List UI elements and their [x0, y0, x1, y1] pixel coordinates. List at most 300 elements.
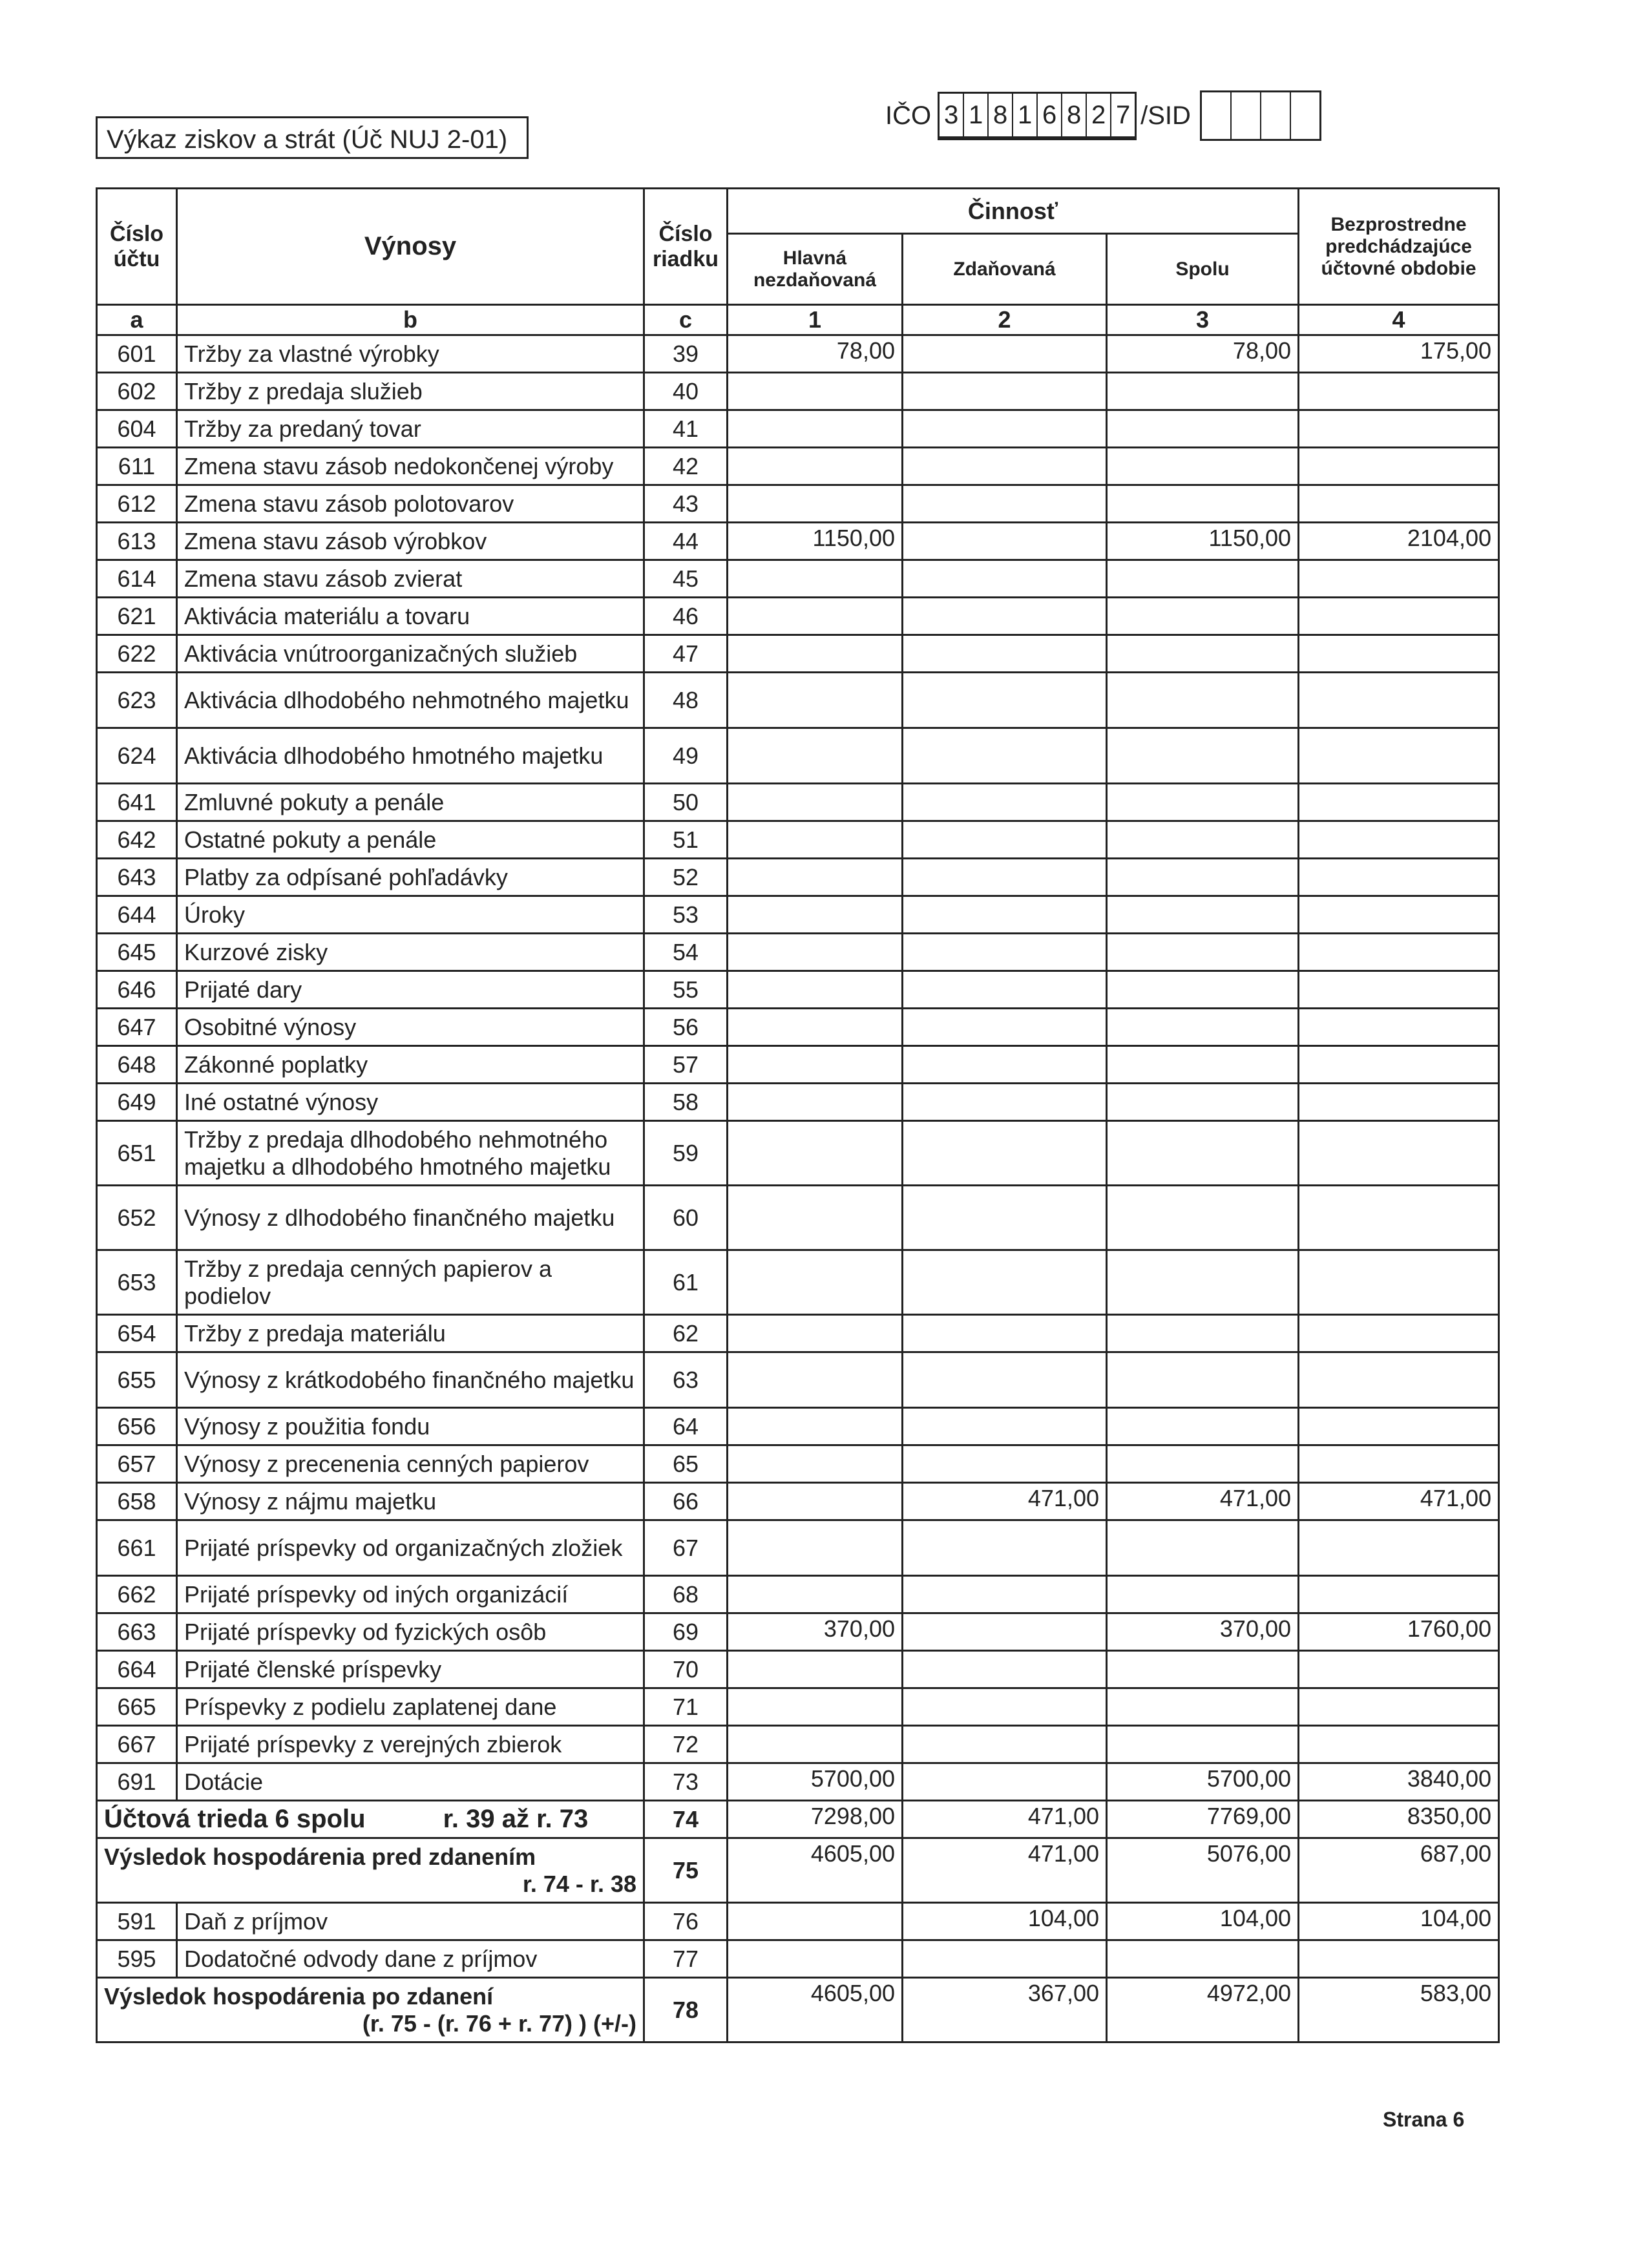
value-c2: [903, 335, 1107, 373]
account-number: 653: [97, 1250, 177, 1315]
value-c3: [1107, 1726, 1299, 1763]
sid-label: /SID: [1140, 101, 1191, 130]
row-number: 46: [644, 598, 728, 635]
table-row: [97, 1009, 1499, 1046]
value-c4: 8350,00: [1299, 1801, 1499, 1838]
value-c2: [903, 598, 1107, 635]
value-c3: [1107, 1084, 1299, 1121]
value-c4: 2104,00: [1299, 523, 1499, 560]
value-c2: [903, 1009, 1107, 1046]
row-number: 47: [644, 635, 728, 673]
row-number: 44: [644, 523, 728, 560]
total-formula: r. 74 - r. 38: [522, 1870, 636, 1897]
value-c2: 471,00: [903, 1801, 1107, 1838]
value-c3: [1107, 1046, 1299, 1084]
value-c1: [728, 1688, 903, 1726]
item-name: Zákonné poplatky: [177, 1046, 644, 1084]
row-number: 76: [644, 1903, 728, 1940]
header-account: Číslo účtu: [97, 189, 177, 305]
item-name: Výnosy z nájmu majetku: [177, 1483, 644, 1520]
value-c2: [903, 523, 1107, 560]
account-number: 601: [97, 335, 177, 373]
value-c3: [1107, 485, 1299, 523]
value-c3: [1107, 1940, 1299, 1978]
item-name: Tržby za predaný tovar: [177, 410, 644, 448]
header-previous-period: Bezprostredne predchádzajúce účtovné obdobie: [1299, 189, 1499, 305]
value-c4: [1299, 1315, 1499, 1352]
value-c1: [728, 971, 903, 1009]
value-c1: [728, 1408, 903, 1445]
value-c4: 471,00: [1299, 1483, 1499, 1520]
value-c4: 175,00: [1299, 335, 1499, 373]
value-c1: [728, 373, 903, 410]
table-row: [97, 448, 1499, 485]
row-number: 42: [644, 448, 728, 485]
ico-digit: 2: [1087, 94, 1111, 136]
value-c1: [728, 673, 903, 728]
value-c2: [903, 410, 1107, 448]
ico-digit: 8: [1062, 94, 1087, 136]
value-c1: [728, 728, 903, 784]
item-name: Aktivácia vnútroorganizačných služieb: [177, 635, 644, 673]
value-c1: [728, 859, 903, 896]
sid-cell: [1232, 92, 1261, 139]
value-c2: [903, 1520, 1107, 1576]
table-row: [97, 821, 1499, 859]
value-c1: [728, 1520, 903, 1576]
column-index: 3: [1107, 305, 1299, 335]
total-label: [97, 1978, 644, 2042]
row-number: 68: [644, 1576, 728, 1613]
header-activity: Činnosť: [728, 189, 1299, 234]
account-number: 667: [97, 1726, 177, 1763]
item-name: Zmena stavu zásob zvierat: [177, 560, 644, 598]
value-c2: [903, 1186, 1107, 1250]
value-c4: [1299, 1352, 1499, 1408]
table-row: [97, 485, 1499, 523]
page-number: Strana 6: [1383, 2108, 1465, 2131]
value-c2: [903, 1121, 1107, 1186]
column-index: c: [644, 305, 728, 335]
item-name: Zmena stavu zásob polotovarov: [177, 485, 644, 523]
item-name: Platby za odpísané pohľadávky: [177, 859, 644, 896]
value-c4: [1299, 971, 1499, 1009]
value-c3: 5076,00: [1107, 1838, 1299, 1903]
value-c4: 583,00: [1299, 1978, 1499, 2042]
value-c2: [903, 1940, 1107, 1978]
account-number: 646: [97, 971, 177, 1009]
table-row: [97, 1250, 1499, 1315]
row-number: 78: [644, 1978, 728, 2042]
account-number: 664: [97, 1651, 177, 1688]
ico-digit: 1: [1013, 94, 1038, 136]
value-c2: [903, 821, 1107, 859]
value-c1: [728, 1445, 903, 1483]
value-c3: [1107, 1352, 1299, 1408]
value-c3: [1107, 373, 1299, 410]
value-c1: [728, 1121, 903, 1186]
value-c1: [728, 821, 903, 859]
table-row: [97, 1613, 1499, 1651]
account-number: 595: [97, 1940, 177, 1978]
item-name: Výnosy z precenenia cenných papierov: [177, 1445, 644, 1483]
account-number: 645: [97, 934, 177, 971]
value-c3: 5700,00: [1107, 1763, 1299, 1801]
item-name: Výnosy z dlhodobého finančného majetku: [177, 1186, 644, 1250]
row-number: 52: [644, 859, 728, 896]
row-number: 70: [644, 1651, 728, 1688]
value-c1: [728, 1726, 903, 1763]
value-c4: [1299, 410, 1499, 448]
value-c2: [903, 373, 1107, 410]
table-row: [97, 1763, 1499, 1801]
value-c3: [1107, 1315, 1299, 1352]
value-c1: [728, 1576, 903, 1613]
total-label: [97, 1801, 644, 1838]
account-number: 611: [97, 448, 177, 485]
ico-digit: 6: [1038, 94, 1062, 136]
row-number: 65: [644, 1445, 728, 1483]
row-number: 49: [644, 728, 728, 784]
value-c2: 367,00: [903, 1978, 1107, 2042]
row-number: 54: [644, 934, 728, 971]
table-row: [97, 1445, 1499, 1483]
item-name: Prijaté členské príspevky: [177, 1651, 644, 1688]
column-index-row: [97, 305, 1499, 335]
row-number: 40: [644, 373, 728, 410]
value-c3: [1107, 1408, 1299, 1445]
row-number: 72: [644, 1726, 728, 1763]
account-number: 641: [97, 784, 177, 821]
value-c3: [1107, 728, 1299, 784]
value-c4: [1299, 859, 1499, 896]
row-number: 59: [644, 1121, 728, 1186]
value-c4: 3840,00: [1299, 1763, 1499, 1801]
total-row: [97, 1838, 1499, 1903]
row-number: 60: [644, 1186, 728, 1250]
row-number: 53: [644, 896, 728, 934]
total-row: [97, 1978, 1499, 2042]
value-c2: [903, 1408, 1107, 1445]
value-c1: [728, 1250, 903, 1315]
form-title: Výkaz ziskov a strát (Úč NUJ 2-01): [96, 116, 529, 159]
value-c3: [1107, 896, 1299, 934]
table-row: [97, 896, 1499, 934]
value-c3: [1107, 859, 1299, 896]
value-c2: [903, 1763, 1107, 1801]
value-c1: [728, 598, 903, 635]
item-name: Tržby z predaja cenných papierov a podielov: [177, 1250, 644, 1315]
table-row: [97, 1576, 1499, 1613]
item-name: Aktivácia dlhodobého nehmotného majetku: [177, 673, 644, 728]
value-c1: 4605,00: [728, 1838, 903, 1903]
value-c3: 78,00: [1107, 335, 1299, 373]
value-c2: [903, 485, 1107, 523]
value-c2: [903, 560, 1107, 598]
row-number: 45: [644, 560, 728, 598]
value-c4: [1299, 1726, 1499, 1763]
value-c2: [903, 728, 1107, 784]
item-name: Kurzové zisky: [177, 934, 644, 971]
item-name: Dotácie: [177, 1763, 644, 1801]
table-row: [97, 728, 1499, 784]
value-c4: 1760,00: [1299, 1613, 1499, 1651]
value-c1: [728, 934, 903, 971]
ico-field: [885, 90, 1321, 141]
row-number: 64: [644, 1408, 728, 1445]
account-number: 652: [97, 1186, 177, 1250]
account-number: 649: [97, 1084, 177, 1121]
item-name: Výnosy z použitia fondu: [177, 1408, 644, 1445]
table-row: [97, 1046, 1499, 1084]
column-index: 1: [728, 305, 903, 335]
row-number: 74: [644, 1801, 728, 1838]
value-c1: 78,00: [728, 335, 903, 373]
total-label-text: Výsledok hospodárenia po zdanení: [104, 1982, 494, 2010]
value-c4: [1299, 1408, 1499, 1445]
account-number: 661: [97, 1520, 177, 1576]
value-c1: [728, 1940, 903, 1978]
account-number: 656: [97, 1408, 177, 1445]
account-number: 651: [97, 1121, 177, 1186]
row-number: 56: [644, 1009, 728, 1046]
item-name: Úroky: [177, 896, 644, 934]
value-c3: [1107, 1651, 1299, 1688]
row-number: 67: [644, 1520, 728, 1576]
account-number: 622: [97, 635, 177, 673]
ico-digit: 3: [940, 94, 964, 136]
value-c2: 471,00: [903, 1483, 1107, 1520]
table-row: [97, 1688, 1499, 1726]
value-c1: [728, 784, 903, 821]
value-c1: [728, 485, 903, 523]
value-c1: [728, 1315, 903, 1352]
value-c2: [903, 1726, 1107, 1763]
sid-cell: [1291, 92, 1319, 139]
income-statement-table: [96, 187, 1500, 2043]
account-number: 624: [97, 728, 177, 784]
row-number: 61: [644, 1250, 728, 1315]
value-c3: [1107, 1186, 1299, 1250]
table-row: [97, 410, 1499, 448]
account-number: 665: [97, 1688, 177, 1726]
account-number: 654: [97, 1315, 177, 1352]
value-c4: [1299, 635, 1499, 673]
value-c1: 5700,00: [728, 1763, 903, 1801]
value-c1: [728, 1352, 903, 1408]
value-c4: [1299, 448, 1499, 485]
table-row: [97, 971, 1499, 1009]
row-number: 62: [644, 1315, 728, 1352]
value-c2: [903, 1688, 1107, 1726]
row-number: 58: [644, 1084, 728, 1121]
value-c1: [728, 1483, 903, 1520]
ico-digit: 1: [964, 94, 989, 136]
header-main-untaxed: Hlavná nezdaňovaná: [728, 234, 903, 305]
value-c3: [1107, 821, 1299, 859]
row-number: 41: [644, 410, 728, 448]
item-name: Zmluvné pokuty a penále: [177, 784, 644, 821]
value-c3: [1107, 560, 1299, 598]
account-number: 602: [97, 373, 177, 410]
account-number: 691: [97, 1763, 177, 1801]
account-number: 643: [97, 859, 177, 896]
value-c4: 687,00: [1299, 1838, 1499, 1903]
value-c1: [728, 896, 903, 934]
total-row: [97, 1940, 1499, 1978]
table-row: [97, 673, 1499, 728]
table-row: [97, 1121, 1499, 1186]
row-number: 55: [644, 971, 728, 1009]
account-number: 604: [97, 410, 177, 448]
header-taxed: Zdaňovaná: [903, 234, 1107, 305]
value-c2: [903, 1613, 1107, 1651]
total-label-text: Účtová trieda 6 spolu: [104, 1805, 366, 1833]
ico-label: IČO: [885, 101, 932, 130]
value-c4: [1299, 1688, 1499, 1726]
value-c2: [903, 859, 1107, 896]
sid-cells: [1200, 90, 1321, 141]
value-c2: [903, 896, 1107, 934]
column-index: b: [177, 305, 644, 335]
table-row: [97, 1520, 1499, 1576]
table-row: [97, 1315, 1499, 1352]
table-row: [97, 1084, 1499, 1121]
row-number: 71: [644, 1688, 728, 1726]
table-row: [97, 373, 1499, 410]
table-row: [97, 1408, 1499, 1445]
row-number: 48: [644, 673, 728, 728]
column-index: 2: [903, 305, 1107, 335]
value-c4: [1299, 673, 1499, 728]
item-name: Tržby za vlastné výrobky: [177, 335, 644, 373]
value-c1: [728, 1009, 903, 1046]
row-number: 39: [644, 335, 728, 373]
account-number: 657: [97, 1445, 177, 1483]
ico-digits: [938, 92, 1137, 140]
value-c3: 104,00: [1107, 1903, 1299, 1940]
item-name: Tržby z predaja dlhodobého nehmotného majetku a dlhodobého hmotného majetku: [177, 1121, 644, 1186]
value-c1: [728, 410, 903, 448]
value-c1: [728, 1186, 903, 1250]
account-number: 644: [97, 896, 177, 934]
value-c2: [903, 1651, 1107, 1688]
ico-digit: 8: [989, 94, 1013, 136]
header-total: Spolu: [1107, 234, 1299, 305]
value-c1: [728, 1046, 903, 1084]
value-c1: [728, 560, 903, 598]
item-name: Tržby z predaja služieb: [177, 373, 644, 410]
value-c4: [1299, 1445, 1499, 1483]
item-name: Zmena stavu zásob výrobkov: [177, 523, 644, 560]
value-c1: 4605,00: [728, 1978, 903, 2042]
item-name: Výnosy z krátkodobého finančného majetku: [177, 1352, 644, 1408]
header-revenues: Výnosy: [177, 189, 644, 305]
account-number: 663: [97, 1613, 177, 1651]
column-index: 4: [1299, 305, 1499, 335]
item-name: Prijaté príspevky od iných organizácií: [177, 1576, 644, 1613]
value-c4: [1299, 728, 1499, 784]
value-c3: [1107, 1009, 1299, 1046]
total-formula: (r. 75 - (r. 76 + r. 77) ) (+/-): [362, 2010, 636, 2037]
item-name: Dodatočné odvody dane z príjmov: [177, 1940, 644, 1978]
value-c1: 370,00: [728, 1613, 903, 1651]
item-name: Daň z príjmov: [177, 1903, 644, 1940]
account-number: 647: [97, 1009, 177, 1046]
value-c1: [728, 1084, 903, 1121]
account-number: 655: [97, 1352, 177, 1408]
value-c3: [1107, 784, 1299, 821]
account-number: 642: [97, 821, 177, 859]
value-c1: [728, 635, 903, 673]
value-c4: [1299, 1651, 1499, 1688]
value-c2: [903, 1250, 1107, 1315]
item-name: Ostatné pokuty a penále: [177, 821, 644, 859]
sid-cell: [1261, 92, 1291, 139]
item-name: Prijaté príspevky od fyzických osôb: [177, 1613, 644, 1651]
value-c3: [1107, 971, 1299, 1009]
column-index: a: [97, 305, 177, 335]
total-formula: r. 39 až r. 73: [443, 1805, 589, 1833]
value-c1: [728, 1903, 903, 1940]
table-row: [97, 635, 1499, 673]
value-c2: [903, 448, 1107, 485]
value-c3: [1107, 934, 1299, 971]
value-c2: [903, 1046, 1107, 1084]
item-name: Prijaté dary: [177, 971, 644, 1009]
value-c3: [1107, 598, 1299, 635]
row-number: 50: [644, 784, 728, 821]
value-c4: 104,00: [1299, 1903, 1499, 1940]
value-c3: 1150,00: [1107, 523, 1299, 560]
account-number: 614: [97, 560, 177, 598]
value-c3: [1107, 673, 1299, 728]
item-name: Príspevky z podielu zaplatenej dane: [177, 1688, 644, 1726]
account-number: 591: [97, 1903, 177, 1940]
value-c4: [1299, 896, 1499, 934]
account-number: 612: [97, 485, 177, 523]
table-row: [97, 1352, 1499, 1408]
account-number: 658: [97, 1483, 177, 1520]
value-c4: [1299, 821, 1499, 859]
total-row: [97, 1801, 1499, 1838]
total-label-text: Výsledok hospodárenia pred zdanením: [104, 1843, 536, 1870]
account-number: 613: [97, 523, 177, 560]
value-c3: 471,00: [1107, 1483, 1299, 1520]
value-c2: [903, 971, 1107, 1009]
value-c4: [1299, 1121, 1499, 1186]
value-c2: [903, 1315, 1107, 1352]
value-c4: [1299, 1186, 1499, 1250]
value-c4: [1299, 485, 1499, 523]
value-c2: [903, 1576, 1107, 1613]
value-c1: [728, 448, 903, 485]
value-c3: [1107, 1250, 1299, 1315]
value-c4: [1299, 784, 1499, 821]
row-number: 73: [644, 1763, 728, 1801]
table-row: [97, 1726, 1499, 1763]
value-c3: [1107, 1520, 1299, 1576]
value-c2: [903, 1445, 1107, 1483]
account-number: 648: [97, 1046, 177, 1084]
value-c2: [903, 934, 1107, 971]
value-c4: [1299, 1009, 1499, 1046]
value-c2: 104,00: [903, 1903, 1107, 1940]
value-c4: [1299, 1084, 1499, 1121]
table-row: [97, 859, 1499, 896]
value-c4: [1299, 1940, 1499, 1978]
item-name: Tržby z predaja materiálu: [177, 1315, 644, 1352]
